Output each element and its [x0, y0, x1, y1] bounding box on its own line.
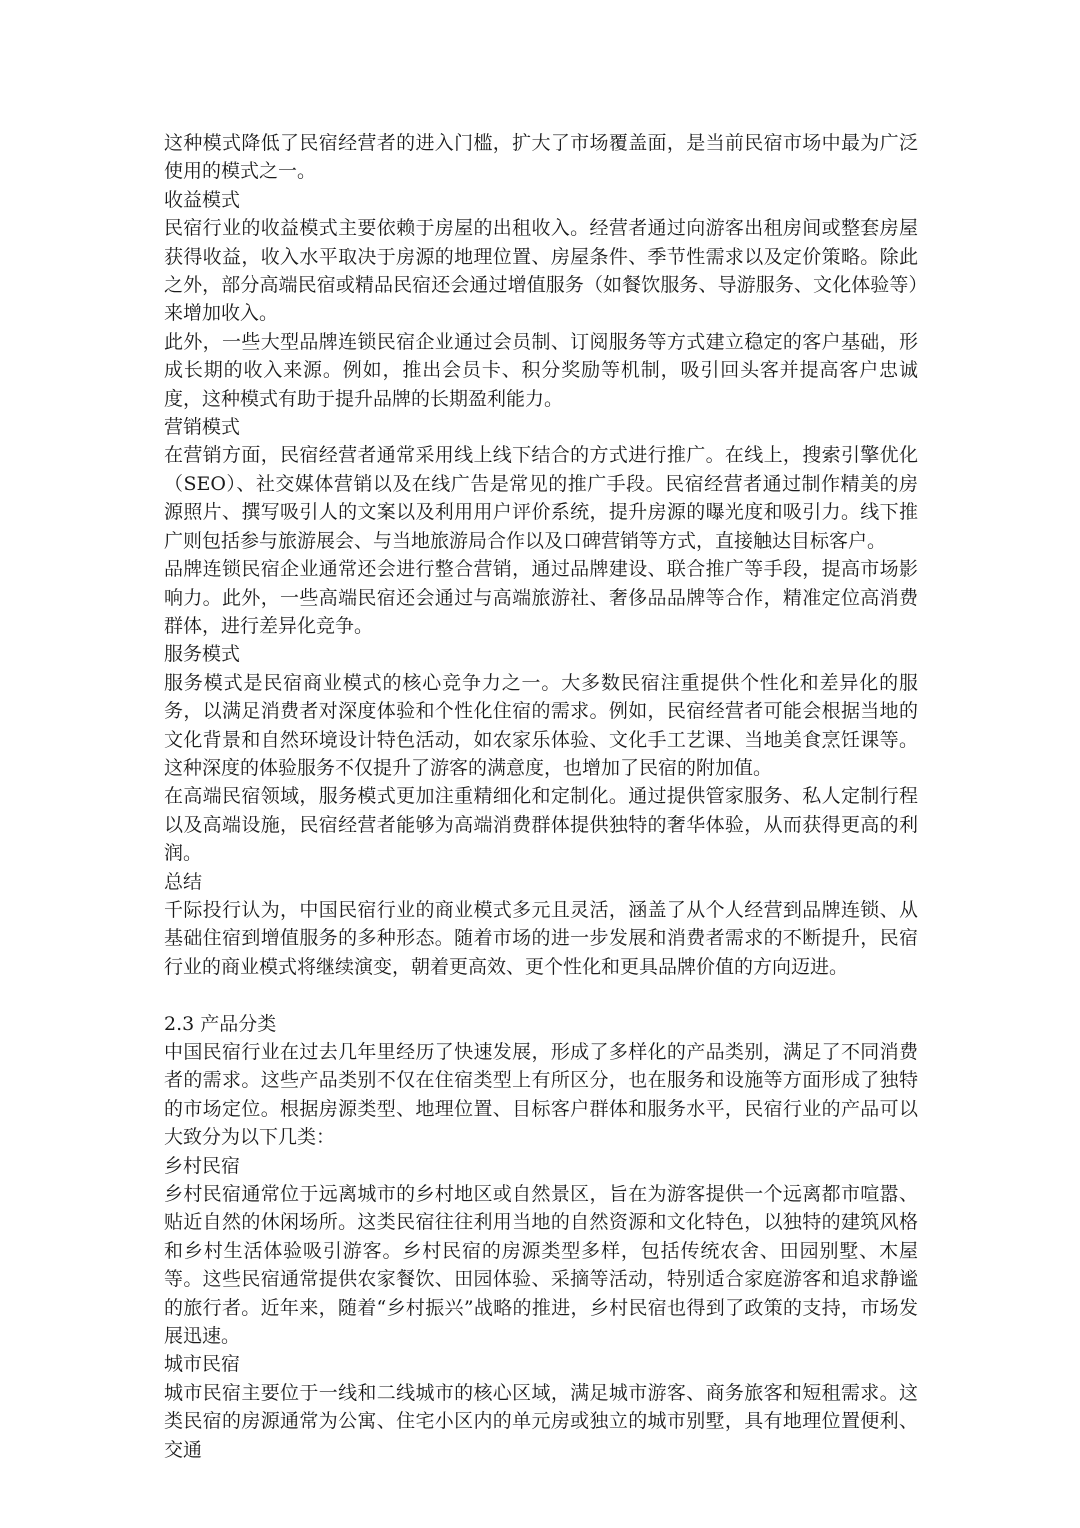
revenue-paragraph-1: 民宿行业的收益模式主要依赖于房屋的出租收入。经营者通过向游客出租房间或整套房屋获得收益，收入水平取决于房源的地理位置、房屋条件、季节性需求以及定价策略。除此之外，部分高端民宿或精品民宿还会通过增值服务（如餐饮服务、导游服务、文化体验等）来增加收入。 [164, 217, 918, 325]
marketing-paragraph-1: 在营销方面，民宿经营者通常采用线上线下结合的方式进行推广。在线上，搜索引擎优化（SEO）、社交媒体营销以及在线广告是常见的推广手段。民宿经营者通过制作精美的房源照片、撰写吸引人的文案以及利用用户评价系统，提升房源的曝光度和吸引力。线下推广则包括参与旅游展会、与当地旅游局合作以及口碑营销等方式，直接触达目标客户。 [164, 444, 918, 552]
heading-urban-homestay: 城市民宿 [164, 1353, 241, 1376]
heading-summary: 总结 [164, 870, 203, 893]
heading-revenue-model: 收益模式 [164, 188, 241, 211]
section-title-product-classification: 2.3 产品分类 [164, 1012, 277, 1035]
document-body [164, 129, 918, 1464]
rural-homestay-paragraph: 乡村民宿通常位于远离城市的乡村地区或自然景区，旨在为游客提供一个远离都市喧嚣、贴近自然的休闲场所。这类民宿往往利用当地的自然资源和文化特色，以独特的建筑风格和乡村生活体验吸引游客。乡村民宿的房源类型多样，包括传统农舍、田园别墅、木屋等。这些民宿通常提供农家餐饮、田园体验、采摘等活动，特别适合家庭游客和追求静谧的旅行者。近年来，随着“乡村振兴”战略的推进，乡村民宿也得到了政策的支持，市场发展迅速。 [164, 1183, 918, 1348]
blank-line [164, 981, 918, 1009]
product-intro-paragraph: 中国民宿行业在过去几年里经历了快速发展，形成了多样化的产品类别，满足了不同消费者的需求。这些产品类别不仅在住宿类型上有所区分，也在服务和设施等方面形成了独特的市场定位。根据房源类型、地理位置、目标客户群体和服务水平，民宿行业的产品可以大致分为以下几类： [164, 1040, 918, 1149]
marketing-paragraph-2: 品牌连锁民宿企业通常还会进行整合营销，通过品牌建设、联合推广等手段，提高市场影响力。此外，一些高端民宿还会通过与高端旅游社、奢侈品品牌等合作，精准定位高消费群体，进行差异化竞争。 [164, 558, 918, 637]
revenue-paragraph-2: 此外，一些大型品牌连锁民宿企业通过会员制、订阅服务等方式建立稳定的客户基础，形成长期的收入来源。例如，推出会员卡、积分奖励等机制，吸引回头客并提高客户忠诚度，这种模式有助于提升品牌的长期盈利能力。 [164, 330, 918, 410]
heading-rural-homestay: 乡村民宿 [164, 1154, 241, 1177]
heading-service-model: 服务模式 [164, 643, 241, 666]
heading-marketing-model: 营销模式 [164, 416, 241, 439]
urban-homestay-paragraph: 城市民宿主要位于一线和二线城市的核心区域，满足城市游客、商务旅客和短租需求。这类民宿的房源通常为公寓、住宅小区内的单元房或独立的城市别墅，具有地理位置便利、交通 [164, 1381, 918, 1461]
service-paragraph-2: 在高端民宿领域，服务模式更加注重精细化和定制化。通过提供管家服务、私人定制行程以及高端设施，民宿经营者能够为高端消费群体提供独特的奢华体验，从而获得更高的利润。 [164, 785, 918, 865]
intro-paragraph-end: 这种模式降低了民宿经营者的进入门槛，扩大了市场覆盖面，是当前民宿市场中最为广泛使用的模式之一。 [164, 132, 918, 183]
service-paragraph-1: 服务模式是民宿商业模式的核心竞争力之一。大多数民宿注重提供个性化和差异化的服务，以满足消费者对深度体验和个性化住宿的需求。例如，民宿经营者可能会根据当地的文化背景和自然环境设计特色活动，如农家乐体验、文化手工艺课、当地美食烹饪课等。这种深度的体验服务不仅提升了游客的满意度，也增加了民宿的附加值。 [164, 671, 918, 779]
summary-paragraph: 千际投行认为，中国民宿行业的商业模式多元且灵活，涵盖了从个人经营到品牌连锁、从基础住宿到增值服务的多种形态。随着市场的进一步发展和消费者需求的不断提升，民宿行业的商业模式将继续演变，朝着更高效、更个性化和更具品牌价值的方向迈进。 [164, 898, 918, 978]
